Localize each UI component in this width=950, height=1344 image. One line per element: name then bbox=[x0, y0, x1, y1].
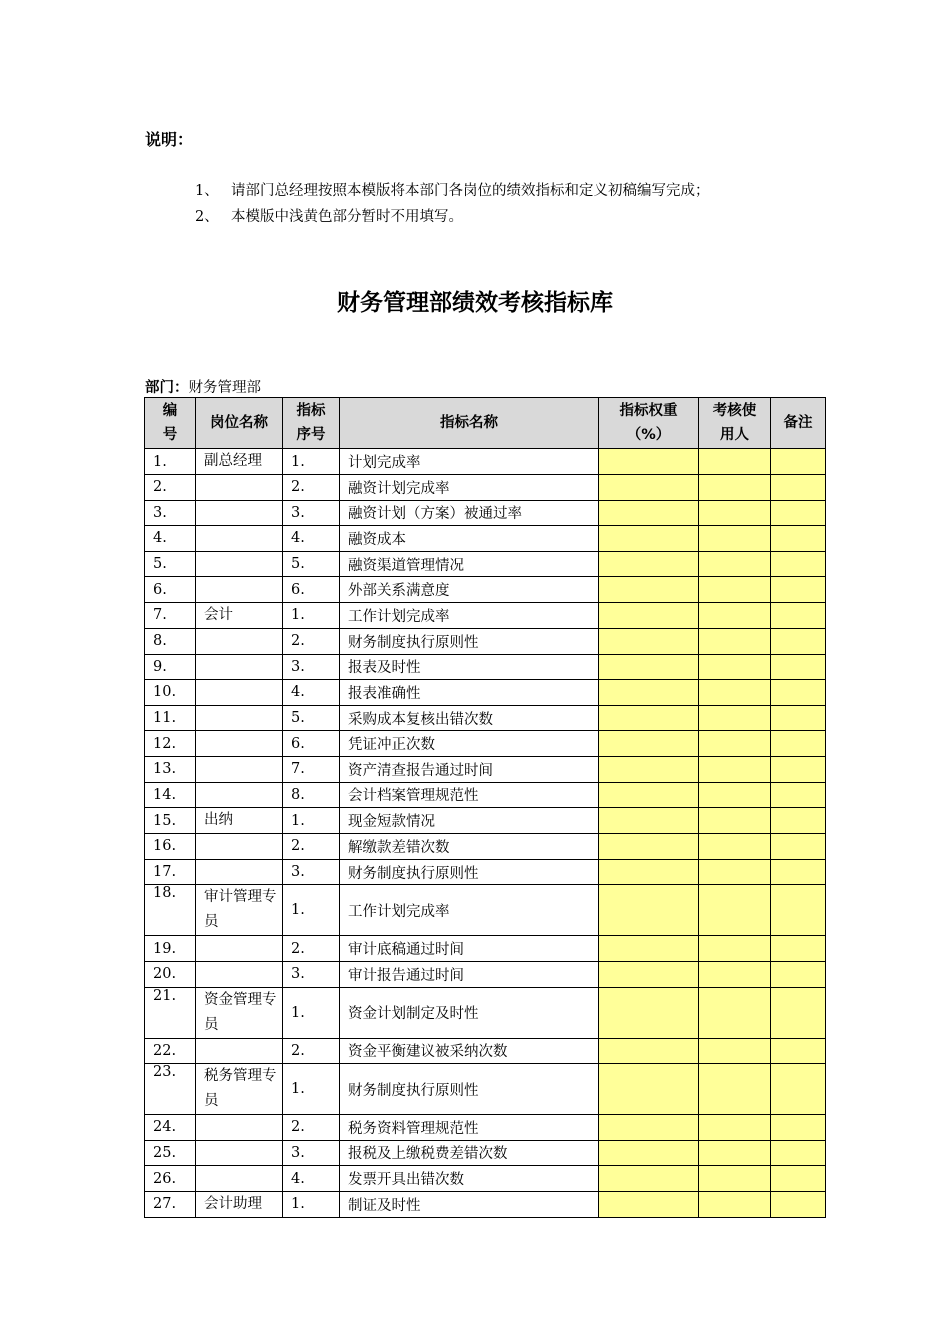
cell-user[interactable] bbox=[699, 1140, 771, 1166]
cell-user[interactable] bbox=[699, 731, 771, 757]
cell-position bbox=[196, 1140, 283, 1166]
cell-indicator: 采购成本复核出错次数 bbox=[340, 705, 599, 731]
cell-no: 15. bbox=[145, 808, 196, 834]
cell-weight[interactable] bbox=[599, 987, 699, 1038]
cell-indicator: 解缴款差错次数 bbox=[340, 834, 599, 860]
cell-position bbox=[196, 577, 283, 603]
cell-user[interactable] bbox=[699, 859, 771, 885]
cell-user[interactable] bbox=[699, 936, 771, 962]
cell-remark[interactable] bbox=[771, 1038, 826, 1064]
table-row bbox=[145, 961, 826, 987]
table-header-row bbox=[145, 398, 826, 449]
cell-remark[interactable] bbox=[771, 577, 826, 603]
cell-remark[interactable] bbox=[771, 808, 826, 834]
cell-position bbox=[196, 680, 283, 706]
cell-index-no: 8. bbox=[283, 782, 340, 808]
cell-remark[interactable] bbox=[771, 859, 826, 885]
table-row bbox=[145, 680, 826, 706]
table-row bbox=[145, 577, 826, 603]
cell-position bbox=[196, 834, 283, 860]
table-row bbox=[145, 936, 826, 962]
cell-position: 税务管理专员 bbox=[196, 1064, 283, 1115]
table-row bbox=[145, 1166, 826, 1192]
cell-no: 24. bbox=[145, 1115, 196, 1141]
cell-no: 20. bbox=[145, 961, 196, 987]
cell-position bbox=[196, 961, 283, 987]
cell-remark[interactable] bbox=[771, 449, 826, 475]
cell-weight[interactable] bbox=[599, 449, 699, 475]
cell-weight[interactable] bbox=[599, 885, 699, 936]
table-row bbox=[145, 859, 826, 885]
table-row bbox=[145, 885, 826, 936]
note-text: 本模版中浅黄色部分暂时不用填写。 bbox=[231, 209, 463, 225]
cell-no: 8. bbox=[145, 628, 196, 654]
cell-remark[interactable] bbox=[771, 885, 826, 936]
cell-user[interactable] bbox=[699, 834, 771, 860]
cell-position bbox=[196, 782, 283, 808]
header-indicator: 指标名称 bbox=[340, 398, 599, 449]
cell-user[interactable] bbox=[699, 551, 771, 577]
cell-user[interactable] bbox=[699, 756, 771, 782]
cell-user[interactable] bbox=[699, 602, 771, 628]
header-weight: 指标权重（%） bbox=[599, 398, 699, 449]
notes-list bbox=[195, 178, 710, 230]
table-row bbox=[145, 1115, 826, 1141]
cell-weight[interactable] bbox=[599, 602, 699, 628]
cell-indicator: 融资成本 bbox=[340, 526, 599, 552]
cell-index-no: 4. bbox=[283, 680, 340, 706]
cell-position bbox=[196, 551, 283, 577]
cell-user[interactable] bbox=[699, 475, 771, 501]
note-item bbox=[195, 204, 710, 230]
cell-position bbox=[196, 1038, 283, 1064]
cell-user[interactable] bbox=[699, 705, 771, 731]
cell-weight[interactable] bbox=[599, 1191, 699, 1217]
cell-no: 1. bbox=[145, 449, 196, 475]
cell-indicator: 审计底稿通过时间 bbox=[340, 936, 599, 962]
cell-indicator: 会计档案管理规范性 bbox=[340, 782, 599, 808]
table-row bbox=[145, 834, 826, 860]
cell-indicator: 工作计划完成率 bbox=[340, 602, 599, 628]
cell-no: 21. bbox=[145, 987, 196, 1038]
cell-user[interactable] bbox=[699, 1038, 771, 1064]
cell-no: 5. bbox=[145, 551, 196, 577]
cell-index-no: 3. bbox=[283, 859, 340, 885]
cell-no: 17. bbox=[145, 859, 196, 885]
cell-index-no: 6. bbox=[283, 577, 340, 603]
cell-no: 4. bbox=[145, 526, 196, 552]
cell-index-no: 1. bbox=[283, 1191, 340, 1217]
table-row bbox=[145, 731, 826, 757]
cell-user[interactable] bbox=[699, 654, 771, 680]
cell-weight[interactable] bbox=[599, 1038, 699, 1064]
note-number: 2、 bbox=[195, 209, 219, 225]
cell-index-no: 1. bbox=[283, 1064, 340, 1115]
table-row bbox=[145, 1064, 826, 1115]
cell-index-no: 5. bbox=[283, 705, 340, 731]
table-row bbox=[145, 808, 826, 834]
cell-index-no: 2. bbox=[283, 1115, 340, 1141]
cell-no: 18. bbox=[145, 885, 196, 936]
cell-index-no: 2. bbox=[283, 475, 340, 501]
cell-remark[interactable] bbox=[771, 936, 826, 962]
cell-indicator: 融资计划（方案）被通过率 bbox=[340, 500, 599, 526]
cell-user[interactable] bbox=[699, 782, 771, 808]
cell-position bbox=[196, 628, 283, 654]
cell-index-no: 3. bbox=[283, 654, 340, 680]
cell-user[interactable] bbox=[699, 1115, 771, 1141]
cell-index-no: 1. bbox=[283, 449, 340, 475]
cell-position bbox=[196, 526, 283, 552]
table-row bbox=[145, 449, 826, 475]
cell-weight[interactable] bbox=[599, 756, 699, 782]
cell-remark[interactable] bbox=[771, 961, 826, 987]
cell-no: 19. bbox=[145, 936, 196, 962]
cell-remark[interactable] bbox=[771, 1191, 826, 1217]
cell-user[interactable] bbox=[699, 961, 771, 987]
cell-indicator: 报表及时性 bbox=[340, 654, 599, 680]
cell-remark[interactable] bbox=[771, 731, 826, 757]
cell-index-no: 2. bbox=[283, 936, 340, 962]
cell-remark[interactable] bbox=[771, 654, 826, 680]
cell-weight[interactable] bbox=[599, 859, 699, 885]
cell-weight[interactable] bbox=[599, 577, 699, 603]
cell-remark[interactable] bbox=[771, 1140, 826, 1166]
department-label: 部门： bbox=[145, 380, 189, 396]
cell-indicator: 发票开具出错次数 bbox=[340, 1166, 599, 1192]
table-row bbox=[145, 1038, 826, 1064]
table-row bbox=[145, 475, 826, 501]
cell-no: 12. bbox=[145, 731, 196, 757]
cell-position bbox=[196, 705, 283, 731]
cell-user[interactable] bbox=[699, 500, 771, 526]
cell-weight[interactable] bbox=[599, 475, 699, 501]
cell-indicator: 资金平衡建议被采纳次数 bbox=[340, 1038, 599, 1064]
cell-position: 会计助理 bbox=[196, 1191, 283, 1217]
cell-user[interactable] bbox=[699, 1191, 771, 1217]
cell-position bbox=[196, 1166, 283, 1192]
cell-indicator: 计划完成率 bbox=[340, 449, 599, 475]
document-title: 财务管理部绩效考核指标库 bbox=[337, 290, 613, 316]
cell-indicator: 财务制度执行原则性 bbox=[340, 1064, 599, 1115]
cell-weight[interactable] bbox=[599, 1166, 699, 1192]
table-row bbox=[145, 782, 826, 808]
cell-index-no: 2. bbox=[283, 628, 340, 654]
cell-user[interactable] bbox=[699, 449, 771, 475]
cell-index-no: 6. bbox=[283, 731, 340, 757]
cell-weight[interactable] bbox=[599, 961, 699, 987]
header-remark: 备注 bbox=[771, 398, 826, 449]
cell-indicator: 工作计划完成率 bbox=[340, 885, 599, 936]
cell-remark[interactable] bbox=[771, 1064, 826, 1115]
cell-weight[interactable] bbox=[599, 628, 699, 654]
cell-indicator: 审计报告通过时间 bbox=[340, 961, 599, 987]
cell-weight[interactable] bbox=[599, 936, 699, 962]
cell-weight[interactable] bbox=[599, 526, 699, 552]
table-row bbox=[145, 756, 826, 782]
cell-weight[interactable] bbox=[599, 500, 699, 526]
cell-position: 会计 bbox=[196, 602, 283, 628]
table-row bbox=[145, 705, 826, 731]
cell-position: 审计管理专员 bbox=[196, 885, 283, 936]
note-text: 请部门总经理按照本模版将本部门各岗位的绩效指标和定义初稿编写完成； bbox=[231, 183, 710, 199]
cell-position bbox=[196, 1115, 283, 1141]
table-row bbox=[145, 1140, 826, 1166]
note-item bbox=[195, 178, 710, 204]
table-body bbox=[145, 449, 826, 1218]
cell-remark[interactable] bbox=[771, 834, 826, 860]
cell-weight[interactable] bbox=[599, 834, 699, 860]
cell-remark[interactable] bbox=[771, 680, 826, 706]
cell-weight[interactable] bbox=[599, 1115, 699, 1141]
cell-remark[interactable] bbox=[771, 475, 826, 501]
cell-no: 7. bbox=[145, 602, 196, 628]
cell-indicator: 财务制度执行原则性 bbox=[340, 628, 599, 654]
cell-remark[interactable] bbox=[771, 1166, 826, 1192]
cell-remark[interactable] bbox=[771, 782, 826, 808]
cell-no: 27. bbox=[145, 1191, 196, 1217]
cell-remark[interactable] bbox=[771, 756, 826, 782]
cell-indicator: 税务资料管理规范性 bbox=[340, 1115, 599, 1141]
cell-index-no: 4. bbox=[283, 526, 340, 552]
cell-position bbox=[196, 936, 283, 962]
kpi-table bbox=[144, 397, 826, 1218]
cell-position bbox=[196, 731, 283, 757]
cell-position: 副总经理 bbox=[196, 449, 283, 475]
cell-no: 23. bbox=[145, 1064, 196, 1115]
cell-remark[interactable] bbox=[771, 500, 826, 526]
cell-weight[interactable] bbox=[599, 731, 699, 757]
cell-indicator: 凭证冲正次数 bbox=[340, 731, 599, 757]
cell-indicator: 财务制度执行原则性 bbox=[340, 859, 599, 885]
cell-index-no: 2. bbox=[283, 834, 340, 860]
cell-weight[interactable] bbox=[599, 680, 699, 706]
cell-no: 2. bbox=[145, 475, 196, 501]
cell-no: 9. bbox=[145, 654, 196, 680]
cell-no: 22. bbox=[145, 1038, 196, 1064]
cell-index-no: 3. bbox=[283, 500, 340, 526]
cell-indicator: 资金计划制定及时性 bbox=[340, 987, 599, 1038]
cell-weight[interactable] bbox=[599, 705, 699, 731]
cell-user[interactable] bbox=[699, 680, 771, 706]
cell-indicator: 外部关系满意度 bbox=[340, 577, 599, 603]
cell-weight[interactable] bbox=[599, 808, 699, 834]
table-row bbox=[145, 987, 826, 1038]
cell-index-no: 3. bbox=[283, 1140, 340, 1166]
cell-index-no: 4. bbox=[283, 1166, 340, 1192]
cell-indicator: 报税及上缴税费差错次数 bbox=[340, 1140, 599, 1166]
cell-index-no: 5. bbox=[283, 551, 340, 577]
cell-remark[interactable] bbox=[771, 551, 826, 577]
table-row bbox=[145, 551, 826, 577]
cell-indicator: 融资计划完成率 bbox=[340, 475, 599, 501]
cell-indicator: 资产清查报告通过时间 bbox=[340, 756, 599, 782]
cell-user[interactable] bbox=[699, 885, 771, 936]
cell-indicator: 报表准确性 bbox=[340, 680, 599, 706]
cell-remark[interactable] bbox=[771, 1115, 826, 1141]
cell-position bbox=[196, 475, 283, 501]
cell-user[interactable] bbox=[699, 526, 771, 552]
cell-weight[interactable] bbox=[599, 782, 699, 808]
cell-indicator: 现金短款情况 bbox=[340, 808, 599, 834]
cell-index-no: 2. bbox=[283, 1038, 340, 1064]
cell-indicator: 制证及时性 bbox=[340, 1191, 599, 1217]
table-row bbox=[145, 1191, 826, 1217]
cell-weight[interactable] bbox=[599, 1064, 699, 1115]
cell-no: 6. bbox=[145, 577, 196, 603]
cell-remark[interactable] bbox=[771, 526, 826, 552]
table-row bbox=[145, 602, 826, 628]
cell-no: 3. bbox=[145, 500, 196, 526]
cell-index-no: 1. bbox=[283, 808, 340, 834]
table-row bbox=[145, 500, 826, 526]
cell-remark[interactable] bbox=[771, 628, 826, 654]
cell-no: 25. bbox=[145, 1140, 196, 1166]
table-row bbox=[145, 628, 826, 654]
cell-position bbox=[196, 500, 283, 526]
cell-no: 10. bbox=[145, 680, 196, 706]
cell-position: 资金管理专员 bbox=[196, 987, 283, 1038]
cell-remark[interactable] bbox=[771, 987, 826, 1038]
cell-weight[interactable] bbox=[599, 1140, 699, 1166]
cell-user[interactable] bbox=[699, 1064, 771, 1115]
cell-user[interactable] bbox=[699, 987, 771, 1038]
header-user: 考核使用人 bbox=[699, 398, 771, 449]
cell-no: 13. bbox=[145, 756, 196, 782]
cell-remark[interactable] bbox=[771, 705, 826, 731]
department-value: 财务管理部 bbox=[188, 380, 261, 396]
department-line bbox=[145, 376, 261, 397]
cell-position bbox=[196, 756, 283, 782]
note-number: 1、 bbox=[195, 183, 219, 199]
table-row bbox=[145, 526, 826, 552]
table-row bbox=[145, 654, 826, 680]
cell-position bbox=[196, 654, 283, 680]
cell-remark[interactable] bbox=[771, 602, 826, 628]
cell-index-no: 1. bbox=[283, 602, 340, 628]
cell-indicator: 融资渠道管理情况 bbox=[340, 551, 599, 577]
cell-index-no: 7. bbox=[283, 756, 340, 782]
header-position: 岗位名称 bbox=[196, 398, 283, 449]
cell-position bbox=[196, 859, 283, 885]
notes-title: 说明： bbox=[145, 130, 194, 149]
cell-index-no: 3. bbox=[283, 961, 340, 987]
cell-no: 14. bbox=[145, 782, 196, 808]
cell-weight[interactable] bbox=[599, 654, 699, 680]
cell-position: 出纳 bbox=[196, 808, 283, 834]
header-index-no: 指标序号 bbox=[283, 398, 340, 449]
header-no: 编号 bbox=[145, 398, 196, 449]
cell-no: 16. bbox=[145, 834, 196, 860]
cell-index-no: 1. bbox=[283, 987, 340, 1038]
cell-weight[interactable] bbox=[599, 551, 699, 577]
cell-no: 11. bbox=[145, 705, 196, 731]
cell-user[interactable] bbox=[699, 577, 771, 603]
cell-no: 26. bbox=[145, 1166, 196, 1192]
cell-user[interactable] bbox=[699, 628, 771, 654]
cell-user[interactable] bbox=[699, 1166, 771, 1192]
cell-index-no: 1. bbox=[283, 885, 340, 936]
cell-user[interactable] bbox=[699, 808, 771, 834]
